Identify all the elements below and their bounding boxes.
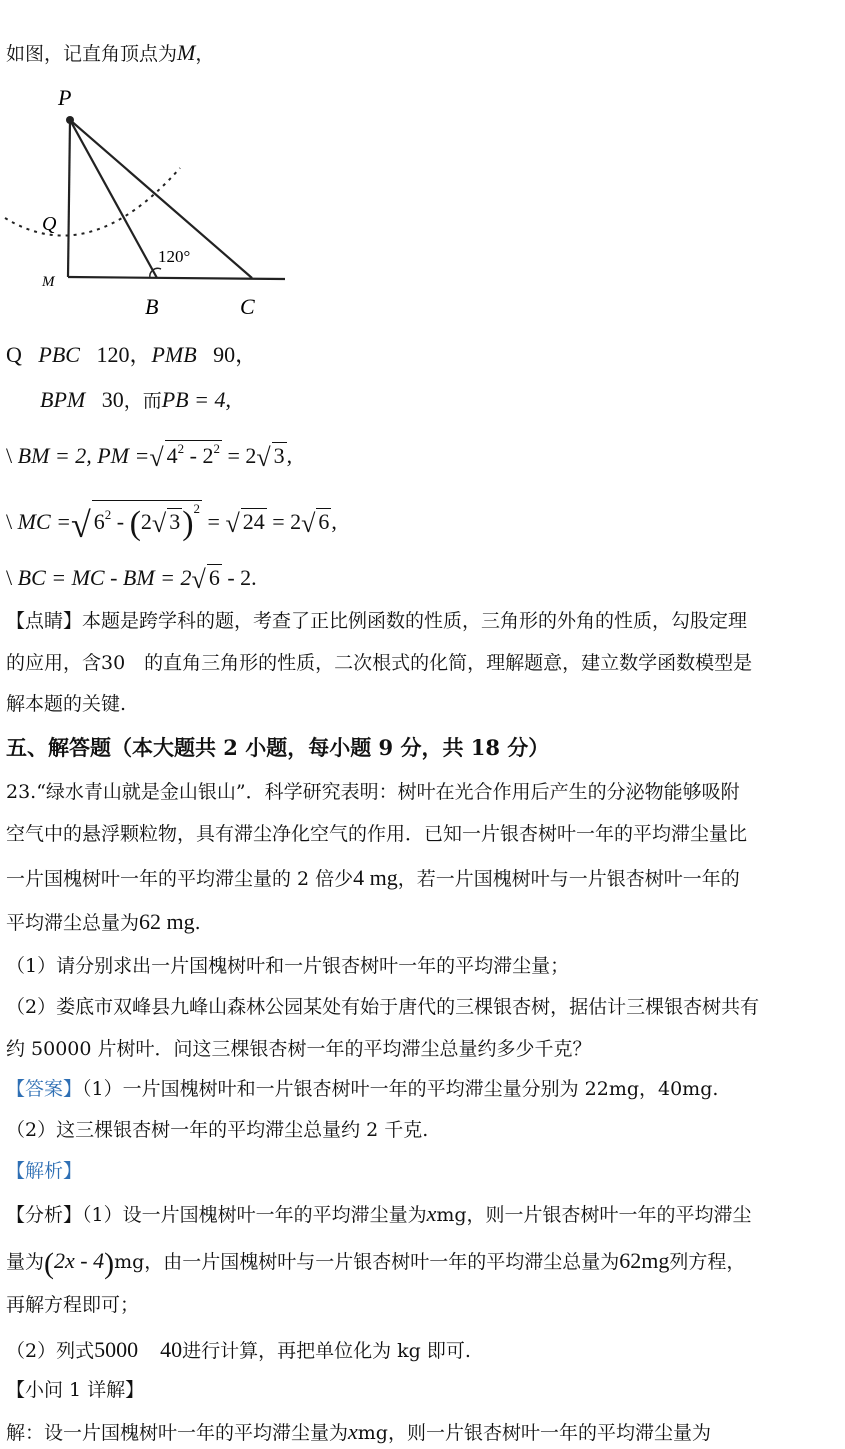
step3-bm-pm: BM = 2, PM = [17, 443, 150, 468]
step4-eq2: = 2 [266, 509, 302, 534]
q23-amount-62mg: 62 mg [139, 909, 195, 934]
sub-question-2-line-2: 约 50000 片树叶．问这三棵银杏树一年的平均滞尘总量约多少千克？ [6, 1038, 592, 1060]
step1-sep: ， [129, 342, 152, 367]
q23-line-2: 空气中的悬浮颗粒物，具有滞尘净化空气的作用．已知一片银杏树叶一年的平均滞尘量比 [6, 823, 748, 845]
triangle-figure [0, 80, 300, 320]
answer-tag: 【答案】 [6, 1078, 83, 1100]
jiexi-tag: 【解析】 [6, 1160, 83, 1182]
solution-line [6, 1419, 711, 1445]
step5-root6: 6 [208, 565, 220, 590]
fenxi-line-2a: 量为 [6, 1251, 45, 1273]
fenxi-line-1b: mg，则一片银杏树叶一年的平均滞尘 [436, 1204, 752, 1226]
q23-line-3b: ，若一片国槐树叶与一片银杏树叶一年的 [397, 868, 740, 890]
intro-text: 如图，记直角顶点为 [6, 43, 178, 65]
step2-end: , [225, 387, 231, 412]
left-paren: ( [129, 505, 141, 542]
step2-bpm-value: 30 [101, 387, 124, 412]
step5-symbol: \ [6, 565, 13, 590]
solution-b: mg，则一片银杏树叶一年的平均滞尘量为 [357, 1422, 711, 1444]
square-exponent: 2 [213, 441, 220, 456]
segment-pm [68, 120, 70, 277]
q23-line-3 [6, 865, 740, 891]
fenxi-line-1a: 【分析】（1）设一片国槐树叶一年的平均滞尘量为 [6, 1204, 427, 1226]
radical-sign: √ [149, 443, 164, 472]
step4-six: 6 [93, 509, 105, 534]
step5-bc: BC = MC - BM = 2 [17, 565, 192, 590]
right-paren: ) [182, 505, 194, 542]
q23-line-4b: . [194, 912, 201, 934]
step4-end: , [331, 509, 337, 534]
q23-line-1: 23.“绿水青山就是金山银山”．科学研究表明：树叶在光合作用后产生的分泌物能够吸附 [6, 781, 740, 803]
step2-mid: ，而 [123, 390, 162, 412]
label-m: M [42, 274, 55, 290]
step4-eq1: = [202, 509, 226, 534]
square-exponent: 2 [177, 441, 185, 456]
fenxi-expr: 2x - 4 [54, 1248, 105, 1273]
sub-question-1: （1）请分别求出一片国槐树叶和一片银杏树叶一年的平均滞尘量； [6, 955, 570, 977]
step3 [6, 440, 292, 473]
step3-minus: - 2 [184, 443, 214, 468]
fenxi-line-2c: 列方程， [669, 1251, 746, 1273]
radical-sign: √ [301, 509, 316, 538]
section-title: 五、解答题（本大题共 2 小题，每小题 9 分，共 18 分） [6, 735, 550, 760]
answer-line-2: （2）这三棵银杏树一年的平均滞尘总量约 2 千克. [6, 1119, 429, 1141]
q23-amount-4mg: 4 mg [353, 865, 398, 890]
label-angle: 120° [158, 247, 191, 266]
step3-four: 4 [166, 443, 178, 468]
square-exponent: 2 [104, 507, 112, 522]
dianjing-line-2: 的应用，含30 的直角三角形的性质，二次根式的化简，理解题意，建立数学函数模型是 [6, 652, 753, 674]
step4-mc: MC = [17, 509, 71, 534]
step3-symbol: \ [6, 443, 13, 468]
dianjing-line-3: 解本题的关键. [6, 693, 127, 715]
step4-symbol: \ [6, 509, 13, 534]
fenxi-line-1 [6, 1201, 752, 1227]
fenxi-line-3: 再解方程即可； [6, 1294, 140, 1316]
step4 [6, 500, 337, 547]
fenxi-expression: 5000 40 [94, 1337, 183, 1362]
left-paren: ( [44, 1247, 55, 1280]
step4-minus: - [111, 509, 130, 534]
answer-text-1: （1）一片国槐树叶和一片银杏树叶一年的平均滞尘量分别为 22mg，40mg. [82, 1078, 719, 1100]
step3-end: , [286, 443, 293, 468]
dotted-arc [5, 168, 180, 236]
fenxi-line-4 [6, 1337, 471, 1363]
intro-line [6, 40, 214, 66]
dianjing-line-1: 【点睛】本题是跨学科的题，考查了正比例函数的性质，三角形的外角的性质，勾股定理 [6, 610, 748, 632]
sub-question-2-line-1: （2）娄底市双峰县九峰山森林公园某处有始于唐代的三棵银杏树，据估计三棵银杏树共有 [6, 996, 760, 1018]
fenxi-62mg: 62mg [619, 1248, 670, 1273]
radical-sign: √ [191, 565, 206, 594]
step2 [40, 387, 231, 413]
step4-radicand [92, 500, 202, 545]
step1-pbc-value: 120 [96, 342, 130, 367]
intro-end: ， [195, 43, 215, 65]
step3-eq: = 2 [221, 443, 257, 468]
step1-pmb-value: 90 [213, 342, 236, 367]
segment-pb [70, 120, 157, 278]
fenxi-line-2 [6, 1246, 745, 1282]
q23-line-3a: 一片国槐树叶一年的平均滞尘量的 2 倍少 [6, 868, 354, 890]
right-paren: ) [104, 1247, 115, 1280]
step1-end: ， [235, 342, 258, 367]
radical-sign: √ [70, 505, 91, 545]
label-p: P [58, 85, 72, 110]
label-c: C [240, 294, 255, 319]
radical-sign: √ [225, 509, 240, 538]
step5-tail: - 2. [221, 565, 257, 590]
step4-inner-root3: 3 [169, 509, 181, 534]
fenxi-line-2b: mg，由一片国槐树叶与一片银杏树叶一年的平均滞尘总量为 [114, 1251, 620, 1273]
step2-pb: PB = 4 [161, 387, 226, 412]
label-q: Q [42, 213, 57, 235]
step4-root6: 6 [318, 509, 330, 534]
step1 [6, 342, 257, 368]
step3-radicand [165, 440, 222, 469]
step5 [6, 564, 257, 595]
step4-root24: 24 [242, 509, 265, 534]
q23-line-4a: 平均滞尘总量为 [6, 912, 140, 934]
step1-pmb: PMB [151, 342, 197, 367]
q23-line-4 [6, 909, 201, 935]
fenxi-line-4b: 进行计算，再把单位化为 kg 即可. [182, 1340, 471, 1362]
fenxi-line-4a: （2）列式 [6, 1340, 95, 1362]
square-exponent: 2 [193, 501, 201, 516]
step3-root3: 3 [273, 443, 285, 468]
radical-sign: √ [151, 509, 167, 538]
radical-sign: √ [256, 443, 271, 472]
point-p [66, 116, 74, 124]
step1-pbc: PBC [38, 342, 80, 367]
fenxi-x: x [426, 1201, 437, 1226]
answer-line-1 [6, 1078, 718, 1101]
label-b: B [145, 294, 159, 319]
step1-symbol: Q [6, 342, 22, 367]
intro-m: M [177, 40, 196, 65]
xiaowen-heading: 【小问 1 详解】 [6, 1379, 145, 1401]
solution-x: x [348, 1419, 358, 1444]
step2-bpm: BPM [40, 387, 86, 412]
solution-a: 解：设一片国槐树叶一年的平均滞尘量为 [6, 1422, 349, 1444]
step4-inner-two: 2 [140, 509, 152, 534]
